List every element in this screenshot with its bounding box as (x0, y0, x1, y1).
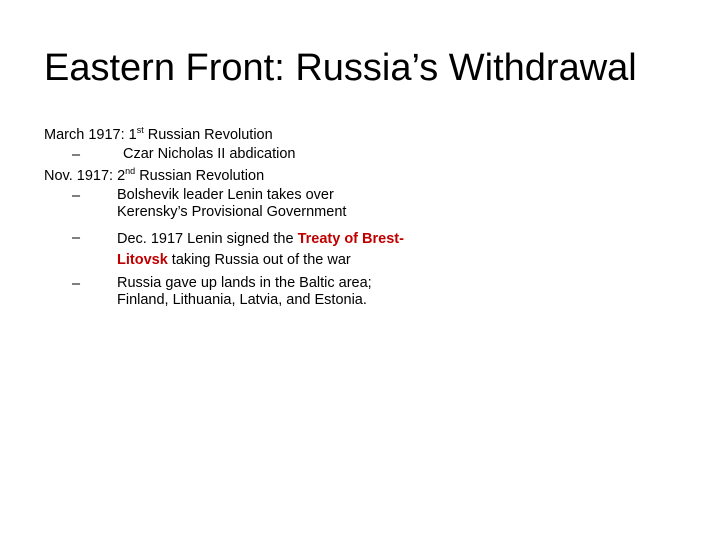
dash-marker: – (72, 147, 81, 163)
bullet-text: Russian Revolution (135, 168, 265, 184)
treaty-post-text: taking Russia out of the war (167, 252, 351, 268)
sub-bullet-text: Bolshevik leader Lenin takes over Kerensky’s Provisional Government (117, 187, 347, 220)
sub-bullet-text: Czar Nicholas II abdication (123, 146, 296, 162)
sub-bullet-bolshevik (44, 187, 404, 221)
bullet-march-1917 (44, 126, 404, 145)
treaty-pre-text: Dec. 1917 Lenin signed the (117, 231, 298, 247)
dash-marker: – (72, 276, 81, 292)
sub-bullet-text: Russia gave up lands in the Baltic area; Finland, Lithuania, Latvia, and Estonia. (117, 275, 372, 308)
bullet-text: Russian Revolution (143, 127, 273, 143)
sub-bullet-baltic (44, 275, 404, 309)
ordinal-suffix: nd (125, 166, 136, 176)
slide-title: Eastern Front: Russia’s Withdrawal (44, 47, 637, 89)
dash-marker: – (72, 188, 81, 204)
bullet-text: Nov. 1917: 2 (44, 168, 126, 184)
sub-bullet-abdication (44, 146, 404, 163)
bullet-nov-1917 (44, 167, 404, 186)
slide-content (44, 126, 404, 313)
bullet-text: March 1917: 1 (44, 127, 137, 143)
treaty-name-highlight: Treaty of Brest-Litovsk (117, 231, 404, 268)
dash-marker: – (72, 230, 81, 246)
ordinal-suffix: st (136, 125, 144, 135)
sub-bullet-treaty (44, 229, 404, 271)
sub-bullet-text (117, 229, 404, 271)
